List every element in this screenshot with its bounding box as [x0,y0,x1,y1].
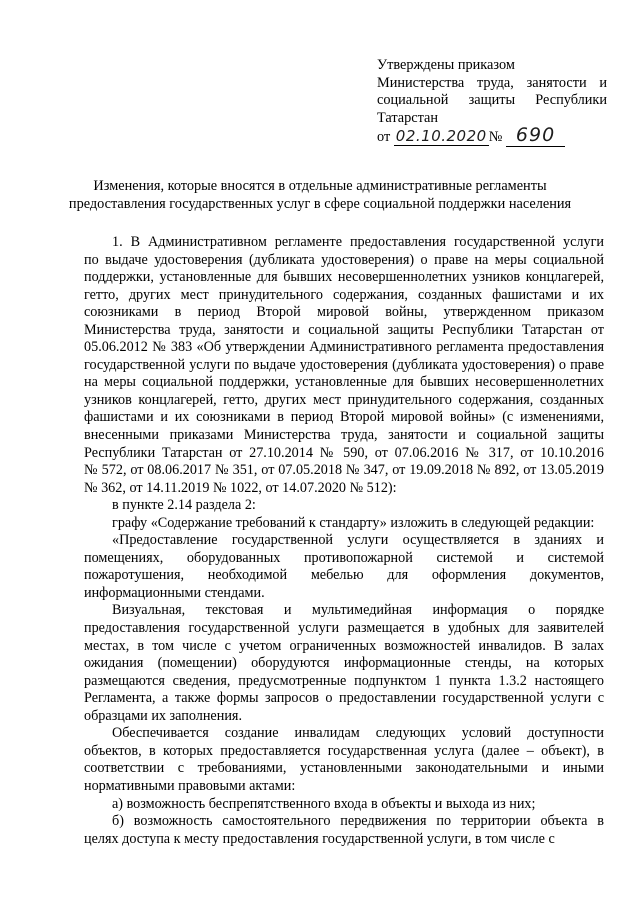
body-line: по выдаче удостоверения (дубликата удостоверения) о праве на меры социальной [84,251,604,268]
handwritten-number: 690 [506,124,565,147]
body-line: информационными стендами. [84,584,265,601]
body-line: гетто, других мест принудительного содержания, созданных фашистами и их [84,286,604,303]
body-line: № 362, от 14.11.2019 № 1022, от 14.07.2020 № 512): [84,479,397,496]
body-line: Обеспечивается создание инвалидам следующих условий доступности [112,725,604,742]
body-line: б) возможность самостоятельного передвижения по территории объекта в [112,813,604,830]
title-line: предоставления государственных услуг в сфере социальной поддержки населения [68,196,572,213]
approval-stamp [377,57,607,147]
body-line: в пункте 2.14 раздела 2: [112,497,256,514]
body-line: фашистами и их союзниками в период Второй мировой войны» (с изменениями, [84,409,604,426]
body-line: образцами их заполнения. [84,707,242,724]
body-line: внесенными приказами Министерства труда, занятости и социальной защиты [84,427,604,444]
body-line: «Предоставление государственной услуги осуществляется в зданиях и [112,532,604,549]
number-prefix: № [488,129,503,146]
approval-line: Министерства труда, занятости и [377,74,607,91]
body-line: ожидания (помещении) оборудуются информационные стенды, на которых [84,655,604,672]
body-line: союзниками в период Второй мировой войны, утвержденном приказом [84,304,604,321]
document-title [40,177,600,214]
approval-line: социальной защиты Республики [377,92,607,109]
body-line: нормативными правовыми актами: [84,777,296,794]
body-line: поддержки, установленные для бывших несовершеннолетних узников концлагерей, [84,269,604,286]
body-line: графу «Содержание требований к стандарту» изложить в следующей редакции: [112,514,595,531]
body-line: предоставления государственной услуги размещается в удобных для заявителей [84,620,604,637]
title-line: Изменения, которые вносятся в отдельные административные регламенты [93,178,547,194]
body-line: пожаротушения, необходимой мебелью для оформления документов, [84,567,604,584]
handwritten-date: 02.10.2020 [395,127,487,146]
body-line: Министерства труда, занятости и социальной защиты Республики Татарстан от [84,321,604,338]
approval-date-line [377,124,607,147]
approval-line: Утверждены приказом [377,57,515,73]
body-line: объектов, в которых предоставляется государственная услуга (далее – объект), в [84,742,604,759]
body-line: местах, в том числе с учетом ограниченных возможностей инвалидов. В залах [84,637,604,654]
body-line: 1. В Административном регламенте предоставления государственной услуги [112,234,604,250]
body-line: Визуальная, текстовая и мультимедийная информация о порядке [112,602,604,619]
body-line: а) возможность беспрепятственного входа в объекты и выхода из них; [112,795,536,812]
body-line: на меры социальной поддержки, установленные для бывших несовершеннолетних [84,374,604,391]
document-body [84,234,604,848]
approval-line: Татарстан [377,109,439,126]
body-line: узников концлагерей, гетто, других мест принудительного содержания, созданных [84,391,604,408]
body-line: № 572, от 08.06.2017 № 351, от 07.05.2018 № 347, от 19.09.2018 № 892, от 13.05.2019 [84,462,604,479]
body-line: размещаются сведения, предусмотренные подпунктом 1 пункта 1.3.2 настоящего [84,672,604,689]
body-line: государственной услуги по выдаче удостоверения (дубликата удостоверения) о праве [84,356,604,373]
body-line: помещениях, оборудованных противопожарной системой и системой [84,549,604,566]
body-line: 05.06.2012 № 383 «Об утверждении Административного регламента предоставления [84,339,604,356]
body-line: Республики Татарстан от 27.10.2014 № 590, от 07.06.2016 № 317, от 10.10.2016 [84,444,604,461]
body-line: Регламента, а также формы запросов о предоставлении государственной услуги с [84,690,604,707]
body-line: целях доступа к месту предоставления государственной услуги, в том числе с [84,830,555,847]
body-line: соответствии с требованиями, установленными законодательными и иными [84,760,604,777]
date-prefix: от [377,129,391,146]
